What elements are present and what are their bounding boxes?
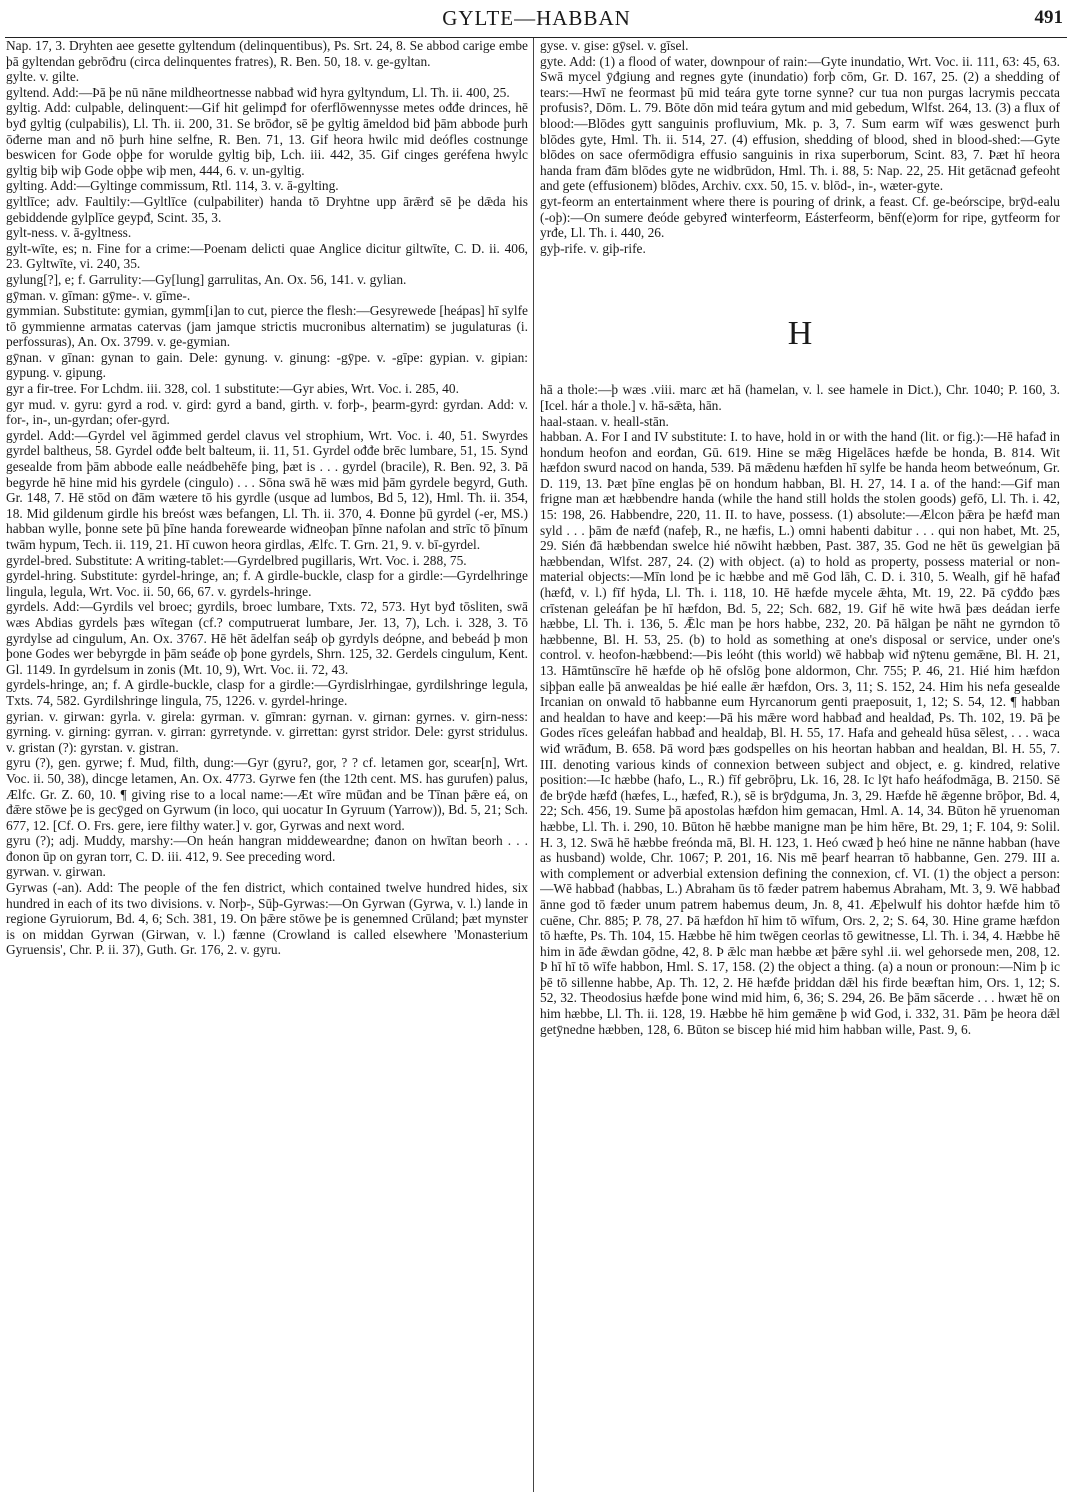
dictionary-entry: gyrdels-hringe, an; f. A girdle-buckle, clasp for a girdle:—Gyrdislrhingae, gyrdilshringe legula, Txts. 74, 582. Gyrdilshringe lingula, 75, 1226. v. gyrdel-hringe. [6,677,528,708]
page-number: 491 [1034,7,1063,28]
dictionary-entry: gyrwan. v. girwan. [6,864,106,880]
dictionary-entry: habban. A. For I and IV substitute: I. to have, hold in or with the hand (lit. or fig.):—Hē hafađ in hondum heofon and eorđan, Gū. 619. Hine se mǣg Higelāces hæfde be honda, B. 814. Wit hæfdon swurd nacod on handa, 539. Þā mǣdenu hæfden hī sylfe be handa heom betweónum, Gr. D. 119, 13. Þæt þīne englas þē on hondum habban, Bl. H. 27, 14. I a. of the hand:—Gif man frigne man æt hæbbendre handa (while the hand still holds the stolen goods) gefō, Ll. Th. i. 42, 15: 198, 26. Habbendre, 220, 11. II. to have, possess. (1) absolute:—Ælcon þǣra þe hæfđ man syld . . . þām đe næfđ (nafeþ, R., ne hæfis, L.) omni habenti dabitur . . . qui non habet, Mt. 25, 29. Sién đā hæbbendan swelce hié nōwiht hæbben, Past. 387, 35. God ne hēt ūs gewelgian þā hæbbendan, Wlfst. 287, 24. (2) with object. (a) to hold as property, possess material or non-material objects:—Mīn lond þe ic hæbbe and mē God lāh, C. D. i. 310, 5. Wealh, gif hē hafađ (hæfđ, v. l.) fīf hȳda, Ll. Th. i. 118, 10. Hē hæfde mycele ǣhta, Mt. 19, 22. Þā cȳđđo þæs crīstenan geleáfan þe hī hæfdon, Bd. 5, 22; Sch. 682, 19. Gif hē wite hwā þæs deádan ierfe hæbbe, Ll. Th. i. 136, 5. Ǣlc man þe hors habbe, 232, 20. Þā hālgan þe nāht ne gyrndon tō hæbbenne, Bl. H. 53, 25. (b) to hold as something at one's disposal or service, under one's control. v. heofon-hæbbend:—Þis leóht (this world) wē habbaþ wiđ nȳtenu gemǣne, Bl. H. 21, 13. Hāmtūnscīre hē hæfde oþ hē ofslōg þone aldormon, Chr. 755; P. 46, 21. Hié him hæfdon siþþan ealle þā anwealdas þe hié ealle ǣr hæfdon, Ors. 3, 11; S. 152, 24. Him his nefa gesealde Ircanian on onwald tō habbanne eum Hyrcanorum genti praeposuit, 1, 12; S. 54, 12. ¶ habban and healdan to have and keep:—Þā his mǣre word habbađ and healdađ, Ps. Th. 102, 19. Þā þe Godes rīces geleáfan habbađ and healdaþ, Bl. H. 55, 17. Hafa and geheald hūsa sēlest, . . . waca wiđ wrāđum, B. 658. Þā word þæs godspelles on his heortan habban and healdan, Bl. H. 55, 7. III. denoting various kinds of connexion between subject and object, e. g. kindred, relative position:—Ic hæbbe (hafo, L., R.) fīf gebrōþru, Lk. 16, 28. Ic lȳt hafo heáfodmāga, B. 2150. Sē đe brȳde hæfđ (hæfes, L., hæfeđ, R.), sē is brȳdguma, Jn. 3, 29. Hæfde hē ǣgenne brōþor, Bd. 4, 22; Sch. 456, 19. Sume þā apostolas hæfdon him gemacan, Hml. A. 14, 34. Būton hē yruenoman hæbbe, Ll. Th. i. 290, 10. Būton hē hæbbe manigne man þe him hēre, Bt. 29, 1; F. 104, 9: Solil. H. 3, 12. Swā hē hæbbe freónda mā, Bl. H. 123, 1. Heó cwæđ þ heó hine ne nānne habban (have as husband) wolde, Chr. 1067; P. 201, 16. Nis mē þearf hearran tō habbanne, Gen. 279. III a. with complement or adverbial extension defining the connexion, cf. VI. (1) the object a person:—Wē habbađ (habbas, L.) Abraham ūs tō fæder patrem habemus Abraham, Mt. 3, 9. Wē habbađ ānne god tō fæder unum patrem habemus deum, Jn. 8, 41. Æþelwulf his dohtor hæfde him tō cuēne, Chr. 885; P. 78, 27. Þā hæfdon hī him tō wīfum, Ors. 2, 2; S. 64, 30. Hine grame hæfdon tō hæfte, Ps. Th. 104, 15. Hæbbe hē him twēgen ceorlas tō gewitnesse, Ll. Th. i. 34, 4. Hæbbe hē him in āđe ǣwdan gōdne, 42, 8. Þ ǣlc man hæbbe æt þǣre syhl .ii. wel gehorsede men, 208, 12. Þ hī hī tō wīfe habbon, Hml. S. 17, 158. (2) the object a thing. (a) a noun or pronoun:—Nim þ ic þē tō sillenne habbe, Ap. Th. 12, 2. Hē hæfđe þriddan dǣl his firde beæftan him, Ors. 1, 12; S. 52, 32. Theodosius hæfde þone wind mid him, 6, 36; S. 294, 26. Be þām sācerde . . . hwæt hē on him hæbbe, Ll. Th. ii. 128, 19. Hæbbe hē him gemǣne þ wiđ God, i. 332, 31. Þām þe heora dǣl getȳnedne hæbben, 128, 6. Būton se biscep hié mid him habban wille, Past. 9, 6. [540,429,1060,1037]
left-column [6,38,528,1494]
dictionary-entry: gyr a fir-tree. For Lchdm. iii. 328, col. 1 substitute:—Gyr abies, Wrt. Voc. i. 285, 40. [6,381,459,397]
dictionary-entry: gyrdel-hring. Substitute: gyrdel-hringe, an; f. A girdle-buckle, clasp for a girdle:—Gyrdelhringe lingula, legula, Wrt. Voc. ii. 50, 66, 67. v. gyrdels-hringe. [6,568,528,599]
letter-section-heading: H [787,315,813,353]
column-divider [533,38,534,1492]
dictionary-entry: hā a thole:—þ wæs .viii. marc æt hā (hamelan, v. l. see hamele in Dict.), Chr. 1040; P. 160, 3. [Icel. hár a thole.] v. hā-sǣta, hān. [540,382,1060,413]
dictionary-entry: gyru (?); adj. Muddy, marshy:—On heán hangran middeweardne; đanon on hwītan beorh . . . đonon ūp on gyran torr, C. D. iii. 412, 9. See preceding word. [6,833,528,864]
dictionary-entry: gylt-ness. v. ā-gyltness. [6,225,132,241]
dictionary-entry: gyte. Add: (1) a flood of water, downpour of rain:—Gyte inundatio, Wrt. Voc. ii. 111, 63: 45, 63. Swā mycel ȳđgiung and regnes gyte (inundatio) forþ cōm, Gr. D. 167, 25. (2) a shedding of tears:—Hwī ne feormast þū mid teára gyte torne synne? cur tua non purgas lacrymis peccata profusis?, Dōm. L. 79. Bōte dōn mid teára gytum and mid gebedum, Wlfst. 264, 13. (3) a flux of blood:—Blōdes gytt sanguinis profluvium, Mk. p. 3, 7. Sum earm wīf wæs geswenct þurh blōdes gyte, Hml. Th. ii. 514, 27. (4) effusion, shedding of blood, shed in blood-shed:—Gyte blōdes on sace ofermōdigra effusio sanguinis in rixa superborum, Scint. 83, 7. Þæt hī heora handa fram đām blōdes gyte ne widbrūdon, Hml. Th. i. 88, 5: Nap. 22, 25. Hit getācnađ gefeoht and gete (effusionem) blōdes, Archiv. cxx. 50, 15. v. blōd-, in-, wæter-gyte. [540,53,1060,194]
dictionary-entry: gylte. v. gilte. [6,69,80,85]
dictionary-entry: gyse. v. gise: gȳsel. v. gīsel. [540,38,689,53]
dictionary-entry: gyltig. Add: culpable, delinquent:—Gif hit gelimpđ for oferflōwennysse metes ođđe drinces, hē byđ gyltig (culpabilis), Ll. Th. ii. 200, 31. Se brōđor, sē þe gyltig āmeldod biđ þām abbode þurh ōđerne man and nō þurh hine selfne, R. Ben. 71, 13. Gif heora hwilc mid deófles costnunge beswicen for Gode oþþe for worulde gyltig biþ, Lch. iii. 442, 35. Gif cinges geréfena hwylc gyltig biþ wiþ Gode oþþe wiþ men, 444, 6. v. un-gyltig. [6,100,528,178]
dictionary-entry: gylting. Add:—Gyltinge commissum, Rtl. 114, 3. v. ā-gylting. [6,178,339,194]
right-column-top-entries [540,38,1060,256]
dictionary-entry: gylt-wīte, es; n. Fine for a crime:—Poenam delicti quae Anglice dicitur giltwīte, C. D. ii. 406, 23. Gyltwīte, vi. 240, 35. [6,240,528,272]
dictionary-entry: gyru (?), gen. gyrwe; f. Mud, filth, dung:—Gyr (gyru?, gor, ? ? cf. letamen gor, scear[n], Wrt. Voc. ii. 50, 38), dincge letamen, An. Ox. 4773. Gyrwe fen (the 12th cent. MS. has gurufen) palus, Ælfc. Gr. Z. 60, 10. ¶ giving rise to a local name:—Æt wīre mūđan and be Tīnan þǣre eá, on đǣre stōwe þe is gecȳged on Gyrwum (in loco, qui uocatur In Gyruum (Yarrow)), Bd. 5, 21; Sch. 677, 12. [Cf. O. Frs. gere, iere filthy water.] v. gor, Gyrwas and next word. [6,755,528,833]
dictionary-entry: gyrdels. Add:—Gyrdils vel broec; gyrdils, broec lumbare, Txts. 72, 573. Hyt byđ tōsliten, swā wæs Abdias gyrdels þæs wītegan (cf.? computruerat lumbare, Jer. 13, 7), Lch. i. 328, 3. Tō gyrdylse ad cingulum, An. Ox. 3767. Hē hēt ādelfan seáþ oþ gyrdyls deópne, and bebeád þ mon þone Godes wer bebyrgde in þām seáđe oþ þone gyrdels, Shrn. 125, 32. Gerdels cingulum, Kent. Gl. 1149. In gyrdelsum in zonis (Mt. 10, 9), Wrt. Voc. ii. 72, 43. [6,599,528,677]
dictionary-entry: gyt-feorm an entertainment where there is pouring of drink, a feast. Cf. ge-beórscipe, brȳd-ealu (-oþ):—On sumere đeóde gebyređ winterfeorm, Eásterfeorm, bēnf(e)orm for ripe, gytfeorm for yrđe, Ll. Th. i. 440, 26. [540,193,1060,241]
right-column [540,38,1060,1494]
dictionary-entry: gymmian. Substitute: gymian, gymm[i]an to cut, pierce the flesh:—Gesyrewede [heápas] hī sylfe tō gymmienne armatas catervas (jam jamque strictis mucronibus alternatim) se jugulaturas (i. perfossuras), An. Ox. 3799. v. ge-gymian. [6,303,528,350]
dictionary-entry: haal-staan. v. heall-stān. [540,413,669,429]
dictionary-entry: gȳnan. v gīnan: gynan to gain. Dele: gynung. v. ginung: -gȳpe. v. -gīpe: gypian. v. gipian: gypung. v. gipung. [6,349,528,381]
dictionary-entry: gyrdel-bred. Substitute: A writing-tablet:—Gyrdelbred pugillaris, Wrt. Voc. i. 288, 75. [6,552,467,568]
dictionary-entry: gyltend. Add:—Þā þe nū nāne mildheortnesse nabbađ wiđ hyra gyltyndum, Ll. Th. ii. 400, 25. [6,84,510,100]
dictionary-entry: Nap. 17, 3. Dryhten aee gesette gyltendum (delinquentibus), Ps. Srt. 24, 8. Se abbod carige embe þā gyltendan gebrōđru (circa delinquentes fratres), R. Ben. 50, 18. v. ge-gyltan. [6,38,528,69]
dictionary-entry: gylung[?], e; f. Garrulity:—Gy[lung] garrulitas, An. Ox. 56, 141. v. gylian. [6,271,407,287]
dictionary-entry: Gyrwas (-an). Add: The people of the fen district, which contained twelve hundred hides, six hundred in each of its two divisions. v. Norþ-, Sūþ-Gyrwas:—On Gyrwan (Gyrwa, v. l.) lande in regione Gyruiorum, Bd. 4, 6; Sch. 381, 19. On þǣre stōwe þe is genemned Crūland; þæt mynster is on middan Gyrwan (Girwan, v. l.) fænne (Crowland is called elsewhere 'Monasterium Gyruensis', Chr. P. ii. 37), Guth. Gr. 176, 2. v. gyru. [6,880,528,958]
dictionary-entry: gyþ-rife. v. giþ-rife. [540,240,646,256]
dictionary-entry: gyr mud. v. gyru: gyrd a rod. v. gird: gyrd a band, girth. v. forþ-, þearm-gyrd: gyrdan. Add: v. for-, in-, un-gyrdan; ofer-gyrd. [6,396,528,428]
dictionary-entry: gyrian. v. girwan: gyrla. v. girela: gyrman. v. gīmran: gyrnan. v. girnan: gyrnes. v. girn-ness: gyrning. v. girning: gyrran. v. girran: gyrretynde. v. girrettan: gyrst stridor. Dele: gyrst stridulus. v. gristan (?): gyrstan. v. gistran. [6,708,528,755]
dictionary-entry: gyrdel. Add:—Gyrdel vel āgimmed gerdel clavus vel strophium, Wrt. Voc. i. 40, 51. Swyrdes gyrdel baltheus, 58. Gyrdel ođđe belt balteum, ii. 11, 51. Gyrdel ođđe brēc lumbare, 51, 15. Synd gesealde from þām abbode ealle neádbehēfe þing, þæt is . . . gyrdel (bracile), R. Ben. 92, 3. Þā begyrde hē hine mid his gyrdele (cingulo) . . . Sōna swā hē wæs mid þām gyrdele begyrd, Guth. Gr. 148, 7. Hē stōd on đām wætere tō his gyrdle (usque ad lumbos, Bd 5, 12), Hml. Th. ii. 354, 18. Mid gildenum girdle his breóst wæs befangen, Ll. Th. ii. 370, 4. Đonne þū gyrdel (-er, MS.) habban wylle, þonne sete þū þīne handa forewearde wiđneoþan þīnne nafolan and strīc tō þīnum twām hypum, Tech. ii. 119, 21. Hī cuwon heora girdlas, Ælfc. T. Grn. 21, 9. v. bī-gyrdel. [6,427,528,552]
running-head [0,4,1073,34]
right-column-bottom-entries [540,382,1060,1037]
dictionary-entry: gȳman. v. gīman: gȳme-. v. gīme-. [6,287,191,303]
dictionary-entry: gyltlīce; adv. Faultily:—Gyltlīce (culpabiliter) handa tō Dryhtne upp ārǣrđ sē þe dǣda his gebiddende gylplīce geypđ, Scint. 35, 3. [6,193,528,225]
page-title: GYLTE—HABBAN [442,6,631,30]
